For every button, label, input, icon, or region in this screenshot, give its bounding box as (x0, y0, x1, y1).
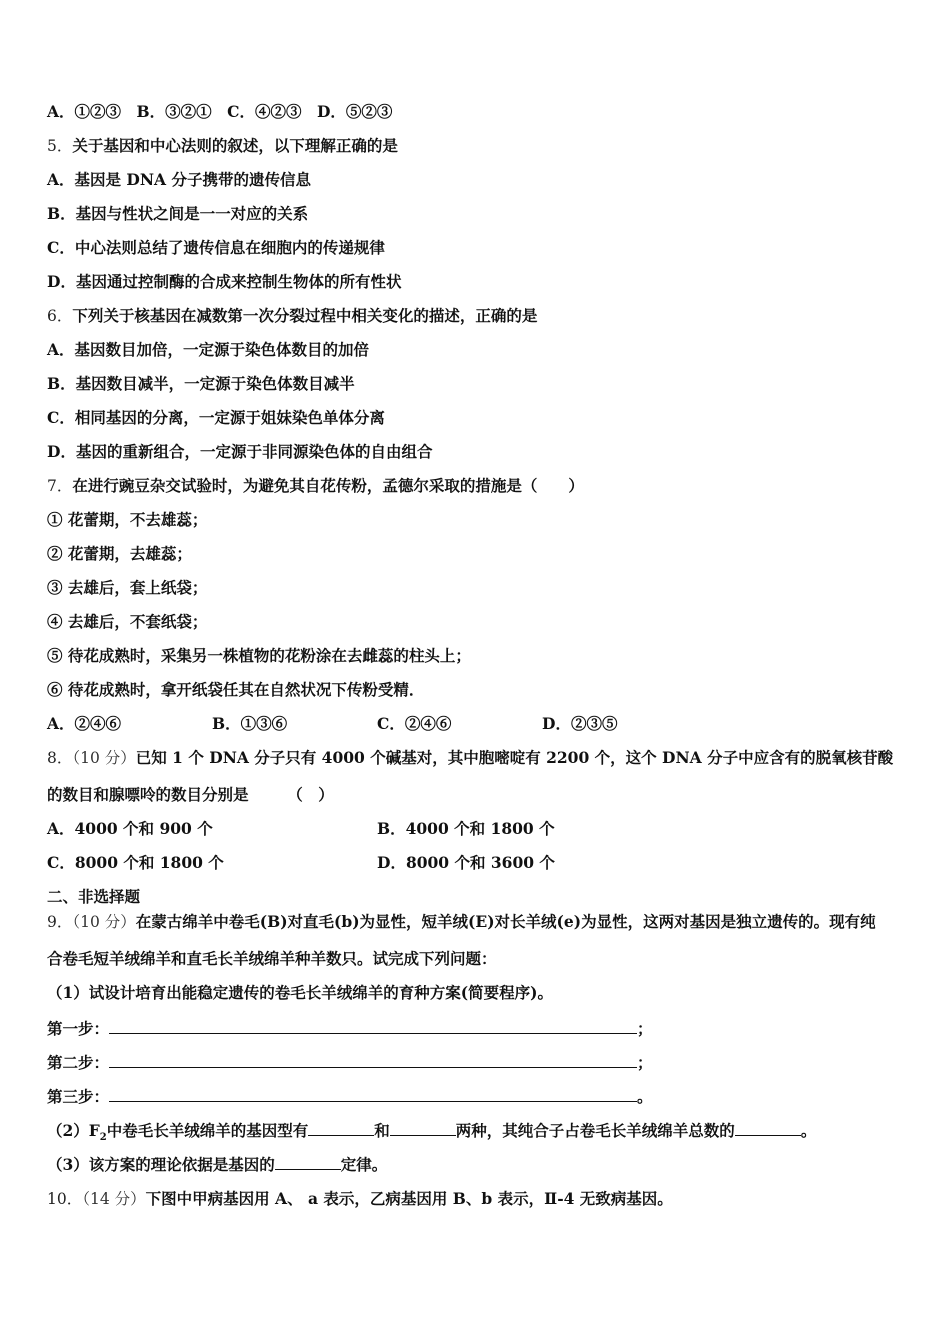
step1-answer-blank[interactable] (109, 1019, 637, 1034)
q5-stem (47, 136, 398, 156)
q8-stem-line2: 的数目和腺嘌呤的数目分别是 （ ） (47, 785, 334, 804)
q7-item-6: ⑥ 待花成熟时，拿开纸袋任其在自然状况下传粉受精． (47, 680, 425, 699)
step3-answer-blank[interactable] (109, 1087, 637, 1102)
q7-stem-text: 在进行豌豆杂交试验时，为避免其自花传粉，孟德尔采取的措施是（ ） (72, 476, 584, 495)
q9-stem-text-1: 在蒙古绵羊中卷毛(B)对直毛(b)为显性，短羊绒(E)对长羊绒(e)为显性，这两对基因是独立遗传的。现有纯 (135, 912, 876, 931)
q7-item-3: ③ 去雄后，套上纸袋； (47, 578, 208, 597)
q9-part1: （1）试设计培育出能稳定遗传的卷毛长羊绒绵羊的育种方案(简要程序)。 (47, 983, 553, 1002)
q6-option-b: B．基因数目减半，一定源于染色体数目减半 (47, 374, 355, 393)
q8-option-a: A．4000 个和 900 个 (47, 819, 213, 838)
genotype-blank-2[interactable] (390, 1121, 456, 1136)
q10-number: 10． (47, 1190, 83, 1208)
q7-stem (47, 476, 584, 496)
q8-option-c: C．8000 个和 1800 个 (47, 853, 224, 872)
q10-stem (47, 1189, 673, 1209)
part3-text-2: 定律。 (340, 1155, 388, 1174)
q6-option-d: D．基因的重新组合，一定源于非同源染色体的自由组合 (47, 442, 433, 461)
q4-options: A．①②③ B．③②① C．④②③ D．⑤②③ (47, 102, 393, 121)
q8-number: 8． (47, 749, 73, 767)
q8-option-d: D．8000 个和 3600 个 (377, 853, 555, 872)
part2-subscript: 2 (99, 1132, 107, 1144)
q5-option-d: D．基因通过控制酶的合成来控制生物体的所有性状 (47, 272, 402, 291)
step2-answer-blank[interactable] (109, 1053, 637, 1068)
q7-number: 7． (47, 477, 73, 495)
q8-stem-line1 (47, 748, 893, 768)
q5-number: 5． (47, 137, 73, 155)
q6-number: 6． (47, 307, 73, 325)
q6-stem-text: 下列关于核基因在减数第一次分裂过程中相关变化的描述，正确的是 (72, 306, 538, 325)
q5-stem-text: 关于基因和中心法则的叙述，以下理解正确的是 (72, 136, 398, 155)
q9-step3 (47, 1087, 653, 1107)
ratio-blank[interactable] (735, 1121, 801, 1136)
q9-part3 (47, 1155, 387, 1175)
q7-item-1: ① 花蕾期，不去雄蕊； (47, 510, 208, 529)
part2-text-2: 和 (374, 1121, 390, 1140)
step3-label: 第三步： (47, 1087, 110, 1106)
q10-score: （14 分） (82, 1190, 146, 1208)
q9-step1 (47, 1019, 653, 1039)
step1-label: 第一步： (47, 1019, 110, 1038)
q7-option-c: C．②④⑥ (377, 714, 452, 733)
q9-stem-line2: 合卷毛短羊绒绵羊和直毛长羊绒绵羊种羊数只。试完成下列问题： (47, 949, 497, 968)
q9-score: （10 分） (72, 913, 136, 931)
step1-end: ； (637, 1019, 653, 1038)
section-heading: 二、非选择题 (47, 887, 141, 906)
q7-item-2: ② 花蕾期，去雄蕊； (47, 544, 192, 563)
q7-option-b: B．①③⑥ (212, 714, 288, 733)
genotype-blank-1[interactable] (308, 1121, 374, 1136)
part2-prefix: （2）F (47, 1121, 100, 1140)
q7-item-5: ⑤ 待花成熟时，采集另一株植物的花粉涂在去雌蕊的柱头上； (47, 646, 471, 665)
part2-text-3: 两种，其纯合子占卷毛长羊绒绵羊总数的 (455, 1121, 735, 1140)
step3-end: 。 (637, 1087, 653, 1106)
q10-stem-text: 下图中甲病基因用 A、 a 表示，乙病基因用 B、b 表示，Ⅱ-4 无致病基因。 (145, 1189, 673, 1208)
q8-option-b: B．4000 个和 1800 个 (377, 819, 555, 838)
q9-step2 (47, 1053, 653, 1073)
q8-score: （10 分） (72, 749, 136, 767)
q9-part2 (47, 1121, 816, 1148)
part2-text-1: 中卷毛长羊绒绵羊的基因型有 (106, 1121, 309, 1140)
part3-text-1: （3）该方案的理论依据是基因的 (47, 1155, 275, 1174)
q9-stem-line1 (47, 912, 876, 932)
q7-item-4: ④ 去雄后，不套纸袋； (47, 612, 208, 631)
q6-stem (47, 306, 537, 326)
q5-option-a: A．基因是 DNA 分子携带的遗传信息 (47, 170, 311, 189)
q5-option-b: B．基因与性状之间是一一对应的关系 (47, 204, 309, 223)
q7-option-a: A．②④⑥ (47, 714, 122, 733)
q6-option-c: C．相同基因的分离，一定源于姐妹染色单体分离 (47, 408, 385, 427)
part2-end: 。 (800, 1121, 817, 1140)
q7-option-d: D．②③⑤ (542, 714, 618, 733)
step2-end: ； (637, 1053, 653, 1072)
q6-option-a: A．基因数目加倍，一定源于染色体数目的加倍 (47, 340, 370, 359)
q9-number: 9． (47, 913, 73, 931)
q8-stem-text-1: 已知 1 个 DNA 分子只有 4000 个碱基对，其中胞嘧啶有 2200 个，这个 DNA 分子中应含有的脱氧核苷酸 (135, 748, 894, 767)
law-blank[interactable] (275, 1155, 341, 1170)
step2-label: 第二步： (47, 1053, 110, 1072)
q5-option-c: C．中心法则总结了遗传信息在细胞内的传递规律 (47, 238, 385, 257)
